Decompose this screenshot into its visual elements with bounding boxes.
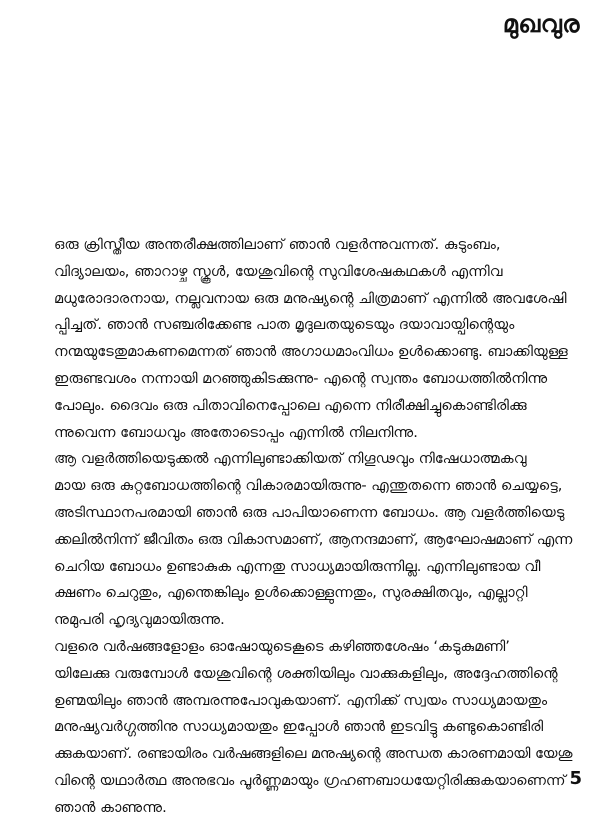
paragraph-3	[32, 634, 572, 822]
text-line: മായ ഒരു കുറ്റബോധത്തിന്റെ വികാരമായിരുന്നു- എന്തുതന്നെ ഞാൻ ചെയ്യട്ടെ,	[54, 477, 563, 495]
text-line: ചെറിയ ബോധം ഉണ്ടാകുക എന്നതു സാധ്യമായിരുന്നില്ല. എന്നിലുണ്ടായ വീ	[54, 557, 541, 575]
text-line: ന്നുവെന്ന ബോധവും അതോടൊപ്പം എന്നിൽ നിലനിന്നു.	[54, 423, 418, 441]
paragraph-2	[32, 446, 572, 634]
text-line: ക്കലിൽനിന്ന് ജീവിതം ഒരു വികാസമാണ്, ആനന്ദമാണ്, ആഘോഷമാണ് എന്ന	[54, 531, 573, 548]
paragraph-1	[32, 232, 572, 446]
text-line: ക്ഷണം ചെറുതും, എന്തെങ്കിലും ഉൾക്കൊള്ളുന്നതും, സുരക്ഷിതവും, എല്ലാറ്റി	[54, 584, 528, 602]
text-line: ഇരുണ്ടവശം നന്നായി മറഞ്ഞുകിടക്കുന്നു- എന്റെ സ്വന്തം ബോധത്തിൽനിന്നു	[54, 369, 548, 387]
page-number: 5	[569, 768, 582, 789]
text-line: പ്പിച്ചത്. ഞാൻ സഞ്ചരിക്കേണ്ട പാത മൃദുലതയുടെയും ദയാവായ്പിന്റെയും	[54, 316, 515, 334]
text-line: യിലേക്കു വരുമ്പോൾ യേശുവിന്റെ ശക്തിയിലും വാക്കുകളിലും, അദ്ദേഹത്തിന്റെ	[54, 664, 558, 682]
text-line: നുമുപരി ഹൃദ്യവുമായിരുന്നു.	[54, 611, 225, 629]
text-line: പോലും. ദൈവം ഒരു പിതാവിനെപ്പോലെ എന്നെ നിരീക്ഷിച്ചുകൊണ്ടിരിക്കു	[54, 396, 527, 414]
text-line: മധുരോദാരനായ, നല്ലവനായ ഒരു മനുഷ്യന്റെ ചിത്രമാണ് എന്നിൽ അവശേഷി	[54, 289, 567, 307]
text-line: അടിസ്ഥാനപരമായി ഞാൻ ഒരു പാപിയാണെന്ന ബോധം. ആ വളർത്തിയെടു	[54, 503, 565, 521]
body-text	[32, 232, 572, 822]
text-line: നന്മയുടേതുമാകണമെന്നത് ഞാൻ അഗാധമാംവിധം ഉൾക്കൊണ്ടു. ബാക്കിയുള്ള	[54, 343, 568, 361]
page-title: മുഖവുര	[502, 10, 580, 38]
text-line: ഒരു ക്രിസ്തീയ അന്തരീക്ഷത്തിലാണ് ഞാൻ വളർന്നുവന്നത്. കുടുംബം,	[54, 236, 501, 253]
text-line: വിദ്യാലയം, ഞാറാഴ്ച സ്കൂൾ, യേശുവിന്റെ സുവിശേഷകഥകൾ എന്നിവ	[54, 262, 503, 280]
text-line: ആ വളർത്തിയെടുക്കൽ എന്നിലുണ്ടാക്കിയത് നിഗൂഢവും നിഷേധാത്മകവു	[54, 450, 527, 468]
text-line: വിന്റെ യഥാർത്ഥ അനുഭവം പൂർണ്ണമായും ഗ്രഹണബാധയേറ്റിരിക്കുകയാണെന്ന്	[54, 771, 566, 789]
text-line: മനുഷ്യവർഗ്ഗത്തിനു സാധ്യമായതും ഇപ്പോൾ ഞാൻ ഇടവിട്ടു കണ്ടുകൊണ്ടിരി	[54, 718, 544, 736]
text-line: വളരെ വർഷങ്ങളോളം ഓഷോയുടെകൂടെ കഴിഞ്ഞശേഷം ‘കടുകുമണി’	[54, 637, 510, 655]
text-line: ഞാൻ കാണുന്നു.	[54, 798, 167, 816]
text-line: ഉണ്മയിലും ഞാൻ അമ്പരന്നുപോവുകയാണ്. എനിക്ക് സ്വയം സാധ്യമായതും	[54, 691, 548, 709]
text-line: ക്കുകയാണ്. രണ്ടായിരം വർഷങ്ങളിലെ മനുഷ്യന്റെ അന്ധത കാരണമായി യേശു	[54, 746, 573, 763]
